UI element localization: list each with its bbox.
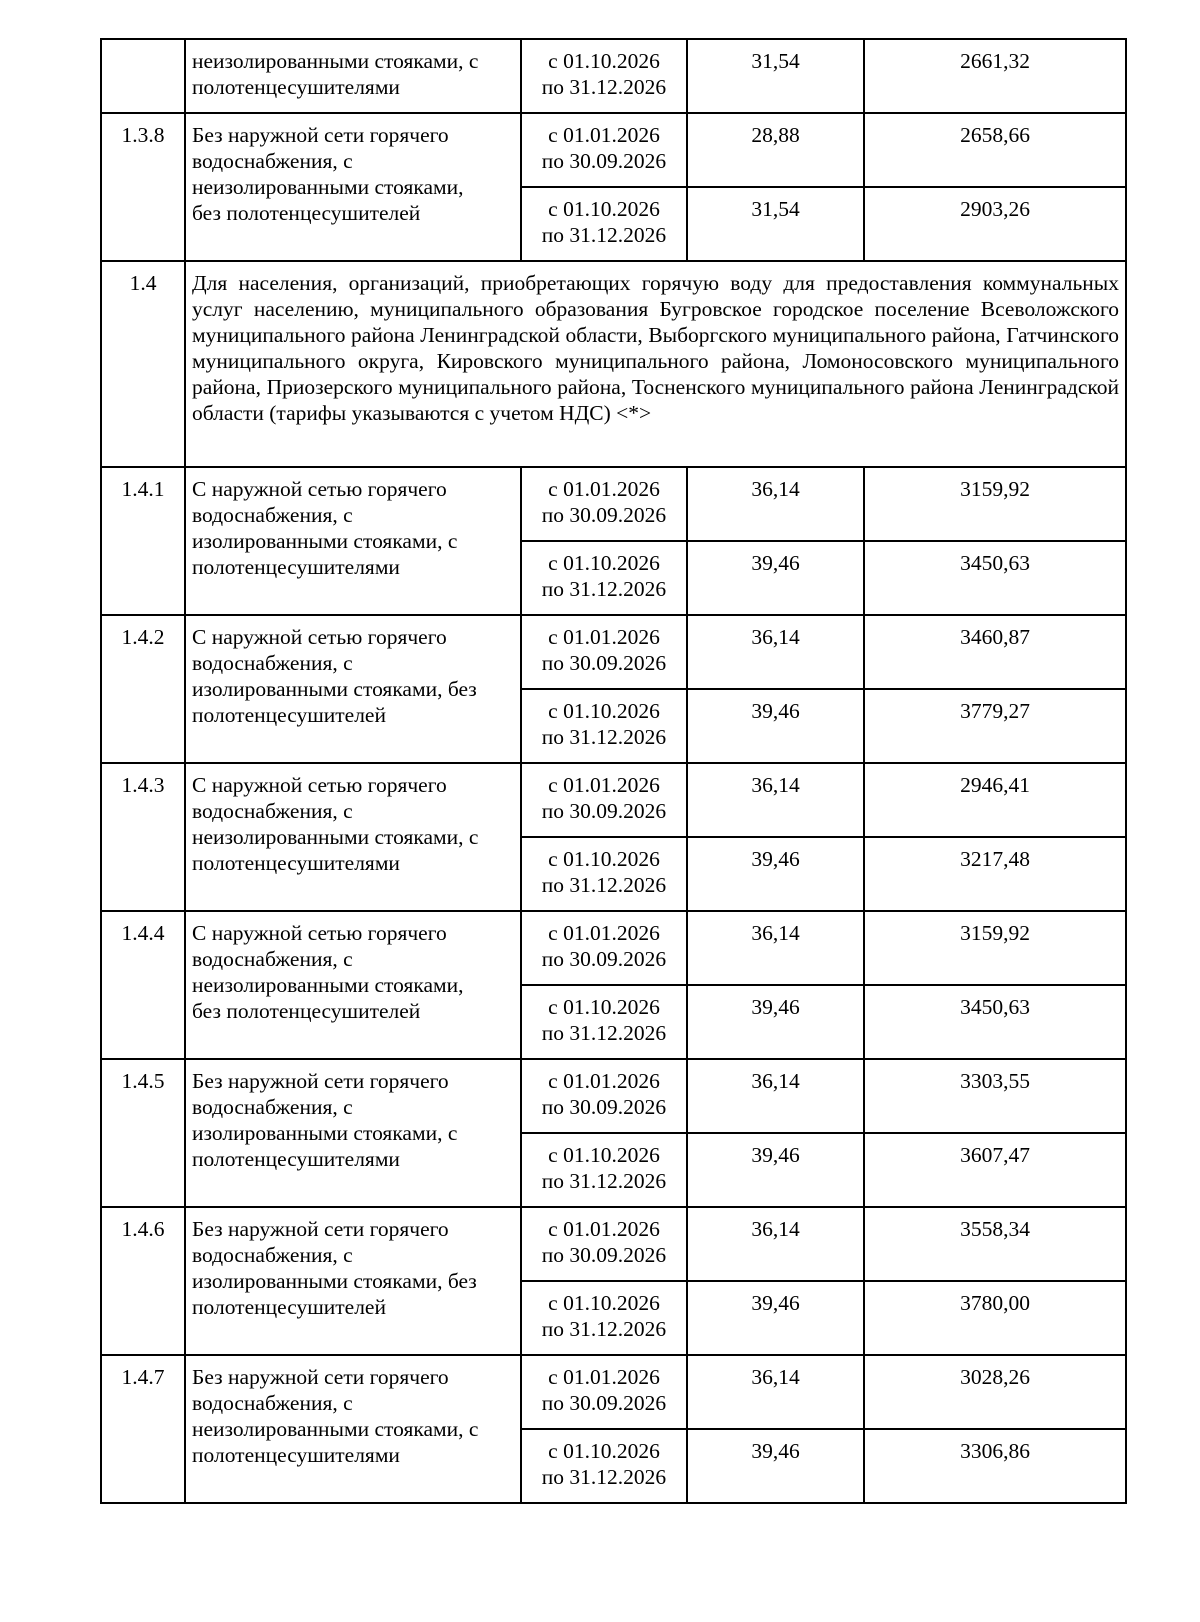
description-line: полотенцесушителями	[192, 851, 400, 875]
period-from: с 01.01.2026	[548, 1217, 660, 1241]
period-from: с 01.01.2026	[548, 773, 660, 797]
table-row	[101, 467, 1126, 541]
table-row	[101, 1207, 1126, 1281]
description-line: водоснабжения, с	[192, 799, 353, 823]
period-from: с 01.01.2026	[548, 477, 660, 501]
period-to: по 31.12.2026	[541, 725, 667, 749]
period-to: по 31.12.2026	[541, 1021, 667, 1045]
row-description	[185, 1207, 521, 1355]
period-cell	[521, 985, 687, 1059]
description-line: С наружной сетью горячего	[192, 921, 447, 945]
rate-cell: 36,14	[687, 911, 864, 985]
description-line: полотенцесушителями	[192, 1147, 400, 1171]
description-line: водоснабжения, с	[192, 1391, 353, 1415]
price-cell: 3780,00	[864, 1281, 1126, 1355]
table-row	[101, 1355, 1126, 1429]
price-cell: 2946,41	[864, 763, 1126, 837]
period-to: по 31.12.2026	[541, 75, 667, 99]
description-line: водоснабжения, с	[192, 1243, 353, 1267]
period-cell	[521, 39, 687, 113]
description-line: водоснабжения, с	[192, 149, 353, 173]
row-number: 1.3.8	[101, 113, 185, 261]
description-line: полотенцесушителей	[192, 1295, 386, 1319]
row-description	[185, 763, 521, 911]
period-from: с 01.01.2026	[548, 921, 660, 945]
rate-cell: 39,46	[687, 1429, 864, 1503]
description-line: изолированными стояками, без	[192, 677, 477, 701]
row-description	[185, 39, 521, 113]
description-line: без полотенцесушителей	[192, 999, 421, 1023]
section-description: Для населения, организаций, приобретающих горячую воду для предоставления коммунальных услуг населению, муниципального образования Бугровское городское поселение Всеволожского муниципального района Ленинградской области, Выборгского муниципального района, Гатчинского муниципального округа, Кировского муниципального района, Ломоносовского муниципального района, Приозерского муниципального района, Тосненского муниципального района Ленинградской области (тарифы указываются с учетом НДС) <*>	[185, 261, 1126, 467]
description-line: неизолированными стояками,	[192, 973, 464, 997]
price-cell: 3607,47	[864, 1133, 1126, 1207]
description-line: изолированными стояками, с	[192, 529, 458, 553]
description-line: полотенцесушителей	[192, 703, 386, 727]
description-line: С наружной сетью горячего	[192, 773, 447, 797]
table-row	[101, 1059, 1126, 1133]
rate-cell: 39,46	[687, 1133, 864, 1207]
period-cell	[521, 911, 687, 985]
rate-cell: 39,46	[687, 541, 864, 615]
period-from: с 01.10.2026	[548, 1439, 660, 1463]
table-row	[101, 911, 1126, 985]
description-line: без полотенцесушителей	[192, 201, 421, 225]
price-cell: 2661,32	[864, 39, 1126, 113]
description-line: водоснабжения, с	[192, 503, 353, 527]
description-line: неизолированными стояками,	[192, 175, 464, 199]
description-line: полотенцесушителями	[192, 75, 400, 99]
period-cell	[521, 187, 687, 261]
rate-cell: 36,14	[687, 1355, 864, 1429]
price-cell: 3159,92	[864, 911, 1126, 985]
period-cell	[521, 1429, 687, 1503]
rate-cell: 36,14	[687, 763, 864, 837]
rate-cell: 39,46	[687, 837, 864, 911]
price-cell: 3450,63	[864, 985, 1126, 1059]
row-description	[185, 113, 521, 261]
description-line: неизолированными стояками, с	[192, 1417, 479, 1441]
description-line: Без наружной сети горячего	[192, 1069, 449, 1093]
rate-cell: 36,14	[687, 1207, 864, 1281]
period-to: по 31.12.2026	[541, 577, 667, 601]
price-cell: 3460,87	[864, 615, 1126, 689]
period-from: с 01.10.2026	[548, 1143, 660, 1167]
description-line: С наружной сетью горячего	[192, 477, 447, 501]
period-from: с 01.10.2026	[548, 551, 660, 575]
period-to: по 30.09.2026	[541, 947, 667, 971]
period-cell	[521, 689, 687, 763]
period-cell	[521, 615, 687, 689]
row-number: 1.4.3	[101, 763, 185, 911]
row-number	[101, 39, 185, 113]
period-cell	[521, 1355, 687, 1429]
period-from: с 01.10.2026	[548, 197, 660, 221]
period-from: с 01.10.2026	[548, 995, 660, 1019]
period-from: с 01.01.2026	[548, 1365, 660, 1389]
price-cell: 3303,55	[864, 1059, 1126, 1133]
period-cell	[521, 763, 687, 837]
period-to: по 30.09.2026	[541, 1095, 667, 1119]
description-line: Без наружной сети горячего	[192, 123, 449, 147]
description-line: водоснабжения, с	[192, 651, 353, 675]
price-cell: 3217,48	[864, 837, 1126, 911]
period-to: по 31.12.2026	[541, 223, 667, 247]
period-cell	[521, 1281, 687, 1355]
period-cell	[521, 113, 687, 187]
row-number: 1.4.5	[101, 1059, 185, 1207]
price-cell: 3306,86	[864, 1429, 1126, 1503]
period-cell	[521, 837, 687, 911]
rate-cell: 28,88	[687, 113, 864, 187]
table-row	[101, 113, 1126, 187]
period-to: по 30.09.2026	[541, 799, 667, 823]
period-from: с 01.01.2026	[548, 1069, 660, 1093]
tariff-table	[100, 38, 1127, 1504]
description-line: изолированными стояками, с	[192, 1121, 458, 1145]
period-cell	[521, 1059, 687, 1133]
period-cell	[521, 541, 687, 615]
price-cell: 3558,34	[864, 1207, 1126, 1281]
row-description	[185, 1059, 521, 1207]
row-number: 1.4.7	[101, 1355, 185, 1503]
period-cell	[521, 467, 687, 541]
period-from: с 01.10.2026	[548, 1291, 660, 1315]
period-cell	[521, 1133, 687, 1207]
description-line: водоснабжения, с	[192, 1095, 353, 1119]
price-cell: 3450,63	[864, 541, 1126, 615]
price-cell: 2903,26	[864, 187, 1126, 261]
period-to: по 30.09.2026	[541, 1243, 667, 1267]
table-row	[101, 39, 1126, 113]
row-description	[185, 467, 521, 615]
row-number: 1.4.6	[101, 1207, 185, 1355]
price-cell: 3159,92	[864, 467, 1126, 541]
section-number: 1.4	[101, 261, 185, 467]
period-from: с 01.10.2026	[548, 847, 660, 871]
description-line: Без наружной сети горячего	[192, 1217, 449, 1241]
rate-cell: 31,54	[687, 39, 864, 113]
period-to: по 31.12.2026	[541, 1317, 667, 1341]
period-to: по 30.09.2026	[541, 651, 667, 675]
period-to: по 30.09.2026	[541, 149, 667, 173]
period-from: с 01.01.2026	[548, 123, 660, 147]
period-from: с 01.01.2026	[548, 625, 660, 649]
period-to: по 31.12.2026	[541, 873, 667, 897]
period-to: по 30.09.2026	[541, 503, 667, 527]
description-line: полотенцесушителями	[192, 555, 400, 579]
rate-cell: 36,14	[687, 615, 864, 689]
rate-cell: 39,46	[687, 689, 864, 763]
period-to: по 31.12.2026	[541, 1465, 667, 1489]
period-to: по 30.09.2026	[541, 1391, 667, 1415]
rate-cell: 36,14	[687, 1059, 864, 1133]
period-to: по 31.12.2026	[541, 1169, 667, 1193]
description-line: С наружной сетью горячего	[192, 625, 447, 649]
table-row	[101, 763, 1126, 837]
row-number: 1.4.1	[101, 467, 185, 615]
period-cell	[521, 1207, 687, 1281]
rate-cell: 31,54	[687, 187, 864, 261]
period-from: с 01.10.2026	[548, 49, 660, 73]
section-heading-row	[101, 261, 1126, 467]
period-from: с 01.10.2026	[548, 699, 660, 723]
row-number: 1.4.2	[101, 615, 185, 763]
price-cell: 3779,27	[864, 689, 1126, 763]
description-line: неизолированными стояками, с	[192, 49, 479, 73]
description-line: полотенцесушителями	[192, 1443, 400, 1467]
description-line: водоснабжения, с	[192, 947, 353, 971]
tariff-table-body	[101, 39, 1126, 1503]
rate-cell: 39,46	[687, 985, 864, 1059]
rate-cell: 39,46	[687, 1281, 864, 1355]
row-description	[185, 911, 521, 1059]
rate-cell: 36,14	[687, 467, 864, 541]
description-line: Без наружной сети горячего	[192, 1365, 449, 1389]
description-line: неизолированными стояками, с	[192, 825, 479, 849]
price-cell: 3028,26	[864, 1355, 1126, 1429]
row-number: 1.4.4	[101, 911, 185, 1059]
row-description	[185, 1355, 521, 1503]
description-line: изолированными стояками, без	[192, 1269, 477, 1293]
table-row	[101, 615, 1126, 689]
row-description	[185, 615, 521, 763]
price-cell: 2658,66	[864, 113, 1126, 187]
